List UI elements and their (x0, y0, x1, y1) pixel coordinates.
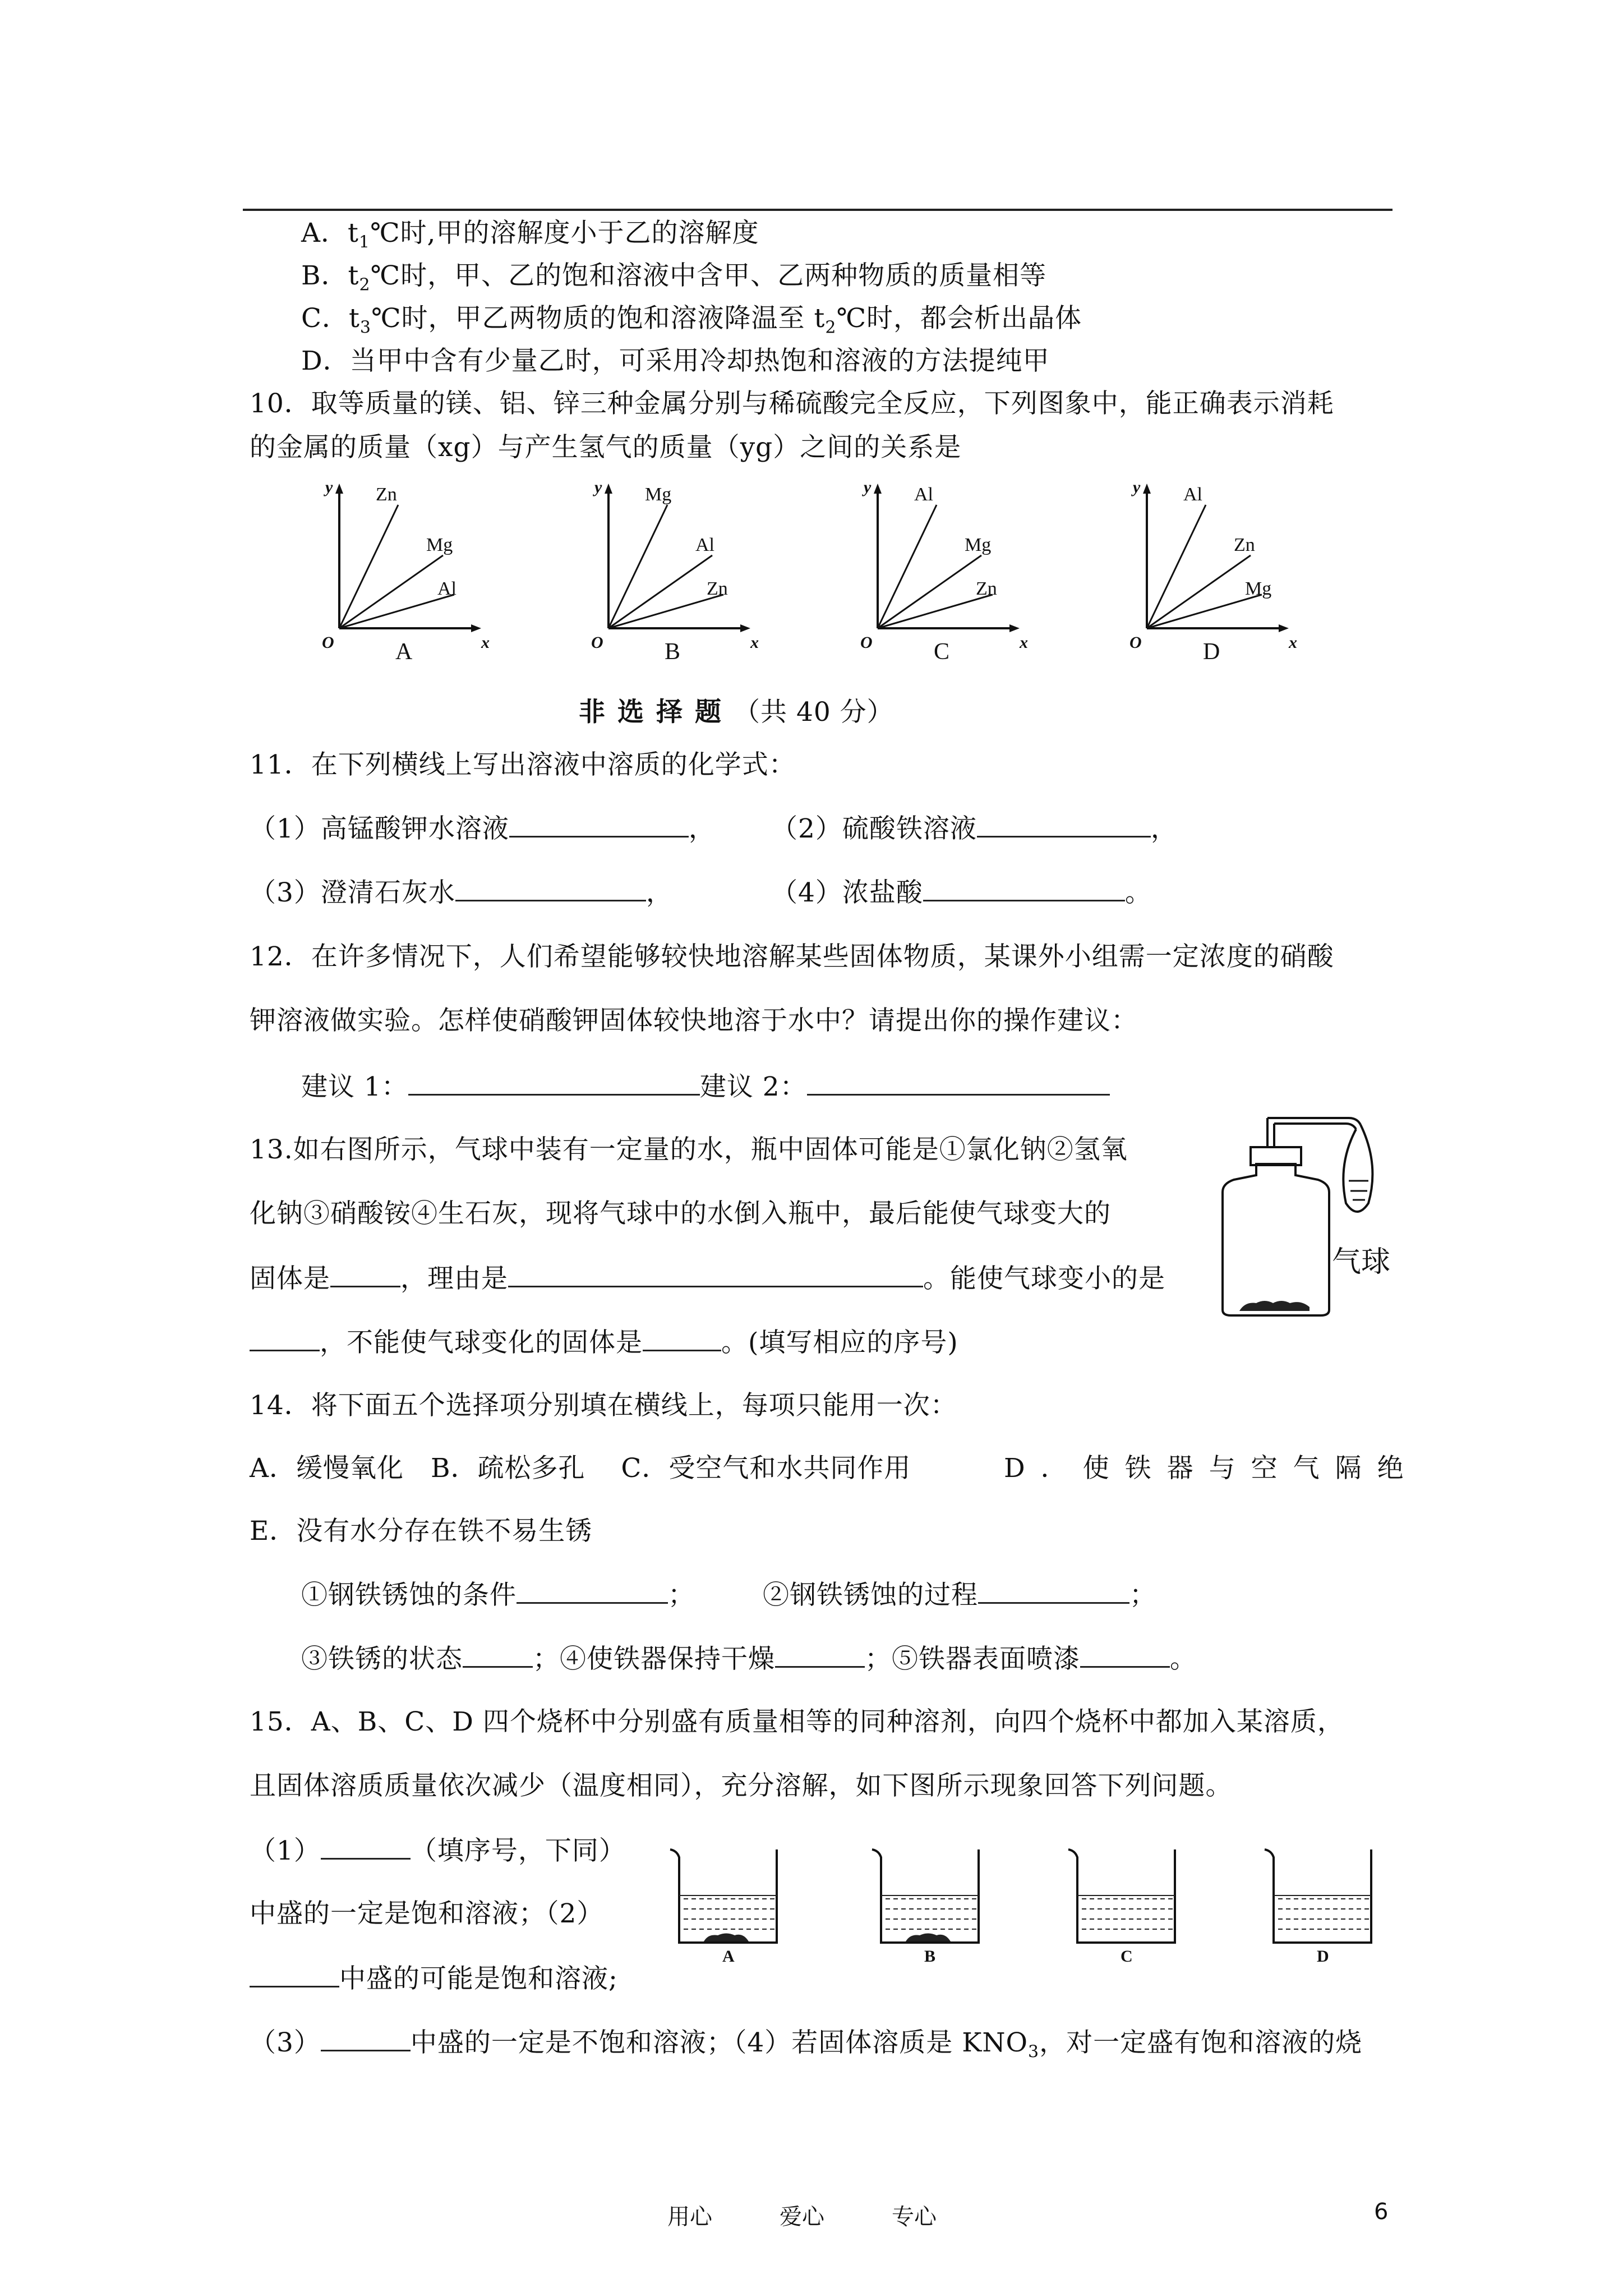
page-number: 6 (1374, 2199, 1389, 2225)
y-axis-label: y (594, 478, 602, 496)
q13-line1: 13.如右图所示，气球中装有一定量的水，瓶中固体可能是①氯化钠②氢氧 (250, 1134, 1128, 1165)
answer-blank[interactable] (978, 1577, 1129, 1604)
answer-blank[interactable] (977, 811, 1151, 838)
q11-row1: （1）高锰酸钾水溶液 ， (250, 811, 716, 846)
q11-row2b: （4）浓盐酸 。 (771, 875, 1152, 910)
series-line-al (878, 505, 937, 628)
footer-slogan: 用心 爱心 专心 (667, 2204, 937, 2230)
q11-stem: 11．在下列横线上写出溶液中溶质的化学式： (250, 749, 796, 780)
y-axis-label: y (325, 478, 333, 496)
answer-blank[interactable] (509, 811, 689, 838)
q12-line2: 钾溶液做实验。怎样使硝酸钾固体较快地溶于水中？请提出你的操作建议： (250, 1005, 1138, 1036)
origin-label: O (322, 633, 334, 652)
q15-part3: （3） 中盛的一定是不饱和溶液；（4）若固体溶质是 $KNO_3$，对一定盛有饱和溶液的烧 (250, 2025, 1362, 2069)
q15-part2: 中盛的可能是饱和溶液; (250, 1961, 618, 1996)
section-score: （共 40 分） (734, 697, 894, 728)
series-label-al: Al (1183, 484, 1202, 505)
answer-blank[interactable] (250, 1961, 339, 1987)
option-d: D．当甲中含有少量乙时，可采用冷却热饱和溶液的方法提纯甲 (301, 346, 1050, 376)
beaker-b (866, 1843, 995, 1972)
series-label-mg: Mg (965, 535, 992, 555)
answer-blank[interactable] (463, 1641, 533, 1668)
series-label-al: Al (914, 484, 933, 505)
q14-option-d: D．使铁器与空气隔绝 (1004, 1453, 1419, 1484)
graph-d (1122, 477, 1324, 668)
series-label-zn: Zn (1234, 535, 1255, 555)
answer-blank[interactable] (643, 1325, 721, 1351)
q11-row2: （3）澄清石灰水 ， (250, 875, 673, 910)
q12-line1: 12．在许多情况下，人们希望能够较快地溶解某些固体物质，某课外小组需一定浓度的硝酸 (250, 941, 1334, 972)
option-c: C．$t_3℃$时，甲乙两物质的饱和溶液降温至 $t_2℃$时，都会析出晶体 (301, 303, 1082, 338)
x-axis-label: x (481, 633, 490, 652)
q15-line2: 且固体溶质质量依次减少（温度相同），充分溶解，如下图所示现象回答下列问题。 (250, 1770, 1233, 1801)
balloon-label: 气球 (1332, 1245, 1391, 1279)
beaker-label: D (1317, 1947, 1329, 1966)
series-line-al (608, 555, 712, 628)
series-label-zn: Zn (376, 484, 397, 505)
answer-blank[interactable] (330, 1261, 400, 1287)
series-line-mg (339, 555, 443, 628)
series-label-zn: Zn (976, 578, 997, 599)
graph-c (852, 477, 1054, 668)
y-arrow (1143, 484, 1151, 494)
q10-stem-line2: 的金属的质量（xg）与产生氢气的质量（yg）之间的关系是 (250, 432, 962, 463)
graph-caption: D (1203, 639, 1220, 665)
answer-blank[interactable] (321, 2025, 411, 2051)
series-label-al: Al (437, 578, 457, 599)
series-line-al (339, 595, 454, 628)
series-label-zn: Zn (707, 578, 728, 599)
answer-blank[interactable] (807, 1069, 1110, 1096)
q13-line4: ，不能使气球变化的固体是 。(填写相应的序号) (250, 1325, 958, 1360)
y-arrow (874, 484, 882, 494)
q14-option-e: E．没有水分存在铁不易生锈 (250, 1516, 593, 1547)
series-line-mg (878, 555, 981, 628)
answer-blank[interactable] (321, 1833, 411, 1860)
x-axis-label: x (750, 633, 759, 652)
series-label-mg: Mg (645, 484, 672, 505)
series-line-mg (608, 505, 667, 628)
series-label-mg: Mg (1245, 578, 1272, 599)
beaker-label: C (1121, 1947, 1133, 1966)
q13-line3: 固体是 ，理由是 。能使气球变小的是 (250, 1261, 1165, 1296)
series-line-mg (1147, 595, 1262, 628)
y-axis-label: y (864, 478, 872, 496)
answer-blank[interactable] (923, 875, 1125, 901)
section-title: 非选择题 (579, 697, 734, 728)
y-arrow (335, 484, 343, 494)
q10-stem-line1: 10．取等质量的镁、铝、锌三种金属分别与稀硫酸完全反应，下列图象中，能正确表示消耗 (250, 388, 1334, 419)
series-line-zn (339, 505, 398, 628)
option-a: A．$t_1℃$时,甲的溶解度小于乙的溶解度 (301, 218, 759, 252)
series-line-zn (1147, 555, 1251, 628)
x-arrow (1009, 624, 1020, 632)
answer-blank[interactable] (408, 1069, 700, 1096)
graph-caption: B (665, 639, 681, 665)
answer-blank[interactable] (775, 1641, 865, 1668)
option-b: B．$t_2℃$时，甲、乙的饱和溶液中含甲、乙两种物质的质量相等 (301, 260, 1047, 295)
q12-suggestions: 建议 1： 建议 2： (301, 1069, 1110, 1104)
origin-label: O (591, 633, 603, 652)
q11-row1b: （2）硫酸铁溶液 ， (771, 811, 1178, 846)
answer-blank[interactable] (1080, 1641, 1170, 1668)
series-label-al: Al (695, 535, 714, 555)
beaker-label: A (722, 1947, 735, 1966)
series-line-zn (878, 595, 993, 628)
origin-label: O (1129, 633, 1142, 652)
answer-blank[interactable] (508, 1261, 923, 1287)
section-heading (579, 696, 894, 729)
y-axis-label: y (1133, 478, 1141, 496)
graph-b (583, 477, 785, 668)
q15-part1b: 中盛的一定是饱和溶液；（2） (250, 1898, 604, 1929)
x-arrow (740, 624, 750, 632)
header-rule (243, 209, 1393, 211)
q14-row1b: ②钢铁锈蚀的过程 ； (763, 1577, 1156, 1612)
series-line-zn (608, 595, 723, 628)
q14-row1: ①钢铁锈蚀的条件 ； (301, 1577, 695, 1612)
beaker-label: B (924, 1947, 936, 1966)
origin-label: O (860, 633, 873, 652)
series-line-al (1147, 505, 1206, 628)
x-axis-label: x (1289, 633, 1297, 652)
bottle-balloon-figure (1211, 1114, 1402, 1338)
q14-options: A．缓慢氧化 B．疏松多孔 C．受空气和水共同作用 (250, 1453, 911, 1484)
q14-row2: ③铁锈的状态 ；④使铁器保持干燥 ；⑤铁器表面喷漆 。 (301, 1641, 1197, 1676)
x-arrow (1279, 624, 1289, 632)
q13-line2: 化钠③硝酸铵④生石灰，现将气球中的水倒入瓶中，最后能使气球变大的 (250, 1198, 1111, 1229)
q15-line1: 15．A、B、C、D 四个烧杯中分别盛有质量相等的同种溶剂，向四个烧杯中都加入某溶质， (250, 1706, 1344, 1737)
beaker-d (1259, 1843, 1388, 1972)
answer-blank[interactable] (517, 1577, 668, 1604)
graph-a (314, 477, 516, 668)
x-axis-label: x (1020, 633, 1028, 652)
x-arrow (471, 624, 481, 632)
y-arrow (605, 484, 612, 494)
beaker-a (665, 1843, 794, 1972)
q15-part1: （1） （填序号，下同） (250, 1833, 626, 1868)
q14-stem: 14．将下面五个选择项分别填在横线上，每项只能用一次： (250, 1390, 957, 1421)
answer-blank[interactable] (250, 1325, 320, 1351)
graph-caption: A (395, 639, 413, 665)
answer-blank[interactable] (455, 875, 646, 901)
beaker-c (1063, 1843, 1192, 1972)
series-label-mg: Mg (426, 535, 453, 555)
graph-caption: C (934, 639, 950, 665)
